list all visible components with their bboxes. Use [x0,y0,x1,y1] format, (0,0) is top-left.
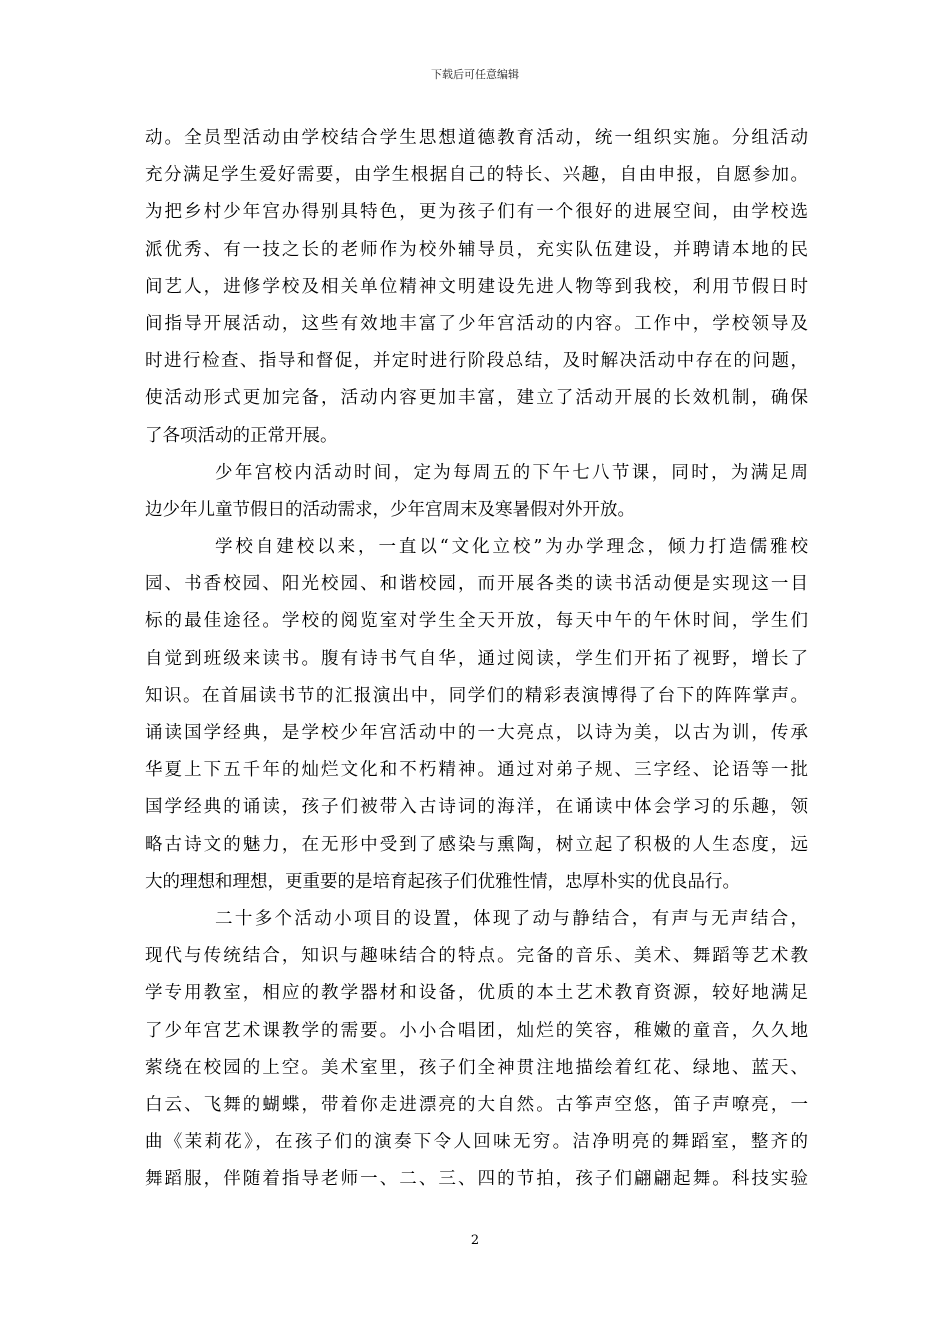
document-body [145,120,808,1198]
text-line: 充分满足学生爱好需要，由学生根据自己的特长、兴趣，自由申报，自愿参加。 [145,165,808,186]
text-line: 标的最佳途径。学校的阅览室对学生全天开放，每天中午的午休时间，学生们 [145,611,808,632]
text-line: 知识。在首届读书节的汇报演出中，同学们的精彩表演博得了台下的阵阵掌声。 [145,685,808,706]
page-number: 2 [470,1233,480,1248]
text-line: 为把乡村少年宫办得别具特色，更为孩子们有一个很好的进展空间，由学校选 [145,202,808,223]
text-line: 了少年宫艺术课教学的需要。小小合唱团，灿烂的笑容，稚嫩的童音，久久地 [145,1020,808,1041]
text-line: 间艺人，进修学校及相关单位精神文明建设先进人物等到我校，利用节假日时 [145,276,808,297]
page-header-note: 下载后可任意编辑 [431,68,519,81]
text-line: 时进行检查、指导和督促，并定时进行阶段总结，及时解决活动中存在的问题， [145,351,808,372]
text-line: 华夏上下五千年的灿烂文化和不朽精神。通过对弟子规、三字经、论语等一批 [145,760,808,781]
text-line: 略古诗文的魅力，在无形中受到了感染与熏陶，树立起了积极的人生态度，远 [145,834,808,855]
paragraph-first-line: 二十多个活动小项目的设置，体现了动与静结合，有声与无声结合， [215,908,808,929]
paragraph-first-line: 少年宫校内活动时间，定为每周五的下午七八节课，同时，为满足周 [215,462,808,483]
text-line: 学专用教室，相应的教学器材和设备，优质的本土艺术教育资源，较好地满足 [145,983,808,1004]
paragraph-first-line: 学校自建校以来，一直以“文化立校”为办学理念，倾力打造儒雅校 [215,537,808,558]
text-line: 诵读国学经典，是学校少年宫活动中的一大亮点，以诗为美，以古为训，传承 [145,723,808,743]
text-line: 动。全员型活动由学校结合学生思想道德教育活动，统一组织实施。分组活动 [145,128,808,148]
text-line: 舞蹈服，伴随着指导老师一、二、三、四的节拍，孩子们翩翩起舞。科技实验 [145,1169,808,1190]
text-line: 了各项活动的正常开展。 [145,425,338,446]
text-line: 国学经典的诵读，孩子们被带入古诗词的海洋，在诵读中体会学习的乐趣，领 [145,797,808,818]
text-line: 大的理想和理想，更重要的是培育起孩子们优雅性情，忠厚朴实的优良品行。 [145,871,740,892]
text-line: 曲《茉莉花》，在孩子们的演奏下令人回味无穷。洁净明亮的舞蹈室，整齐的 [145,1132,808,1153]
text-line: 使活动形式更加完备，活动内容更加丰富，建立了活动开展的长效机制，确保 [145,388,808,409]
text-line: 现代与传统结合，知识与趣味结合的特点。完备的音乐、美术、舞蹈等艺术教 [145,946,808,967]
text-line: 自觉到班级来读书。腹有诗书气自华，通过阅读，学生们开拓了视野，增长了 [145,648,808,669]
text-line: 派优秀、有一技之长的老师作为校外辅导员，充实队伍建设，并聘请本地的民 [145,239,808,260]
text-line: 白云、飞舞的蝴蝶，带着你走进漂亮的大自然。古筝声空悠，笛子声嘹亮，一 [145,1094,808,1115]
text-line: 边少年儿童节假日的活动需求，少年宫周末及寒暑假对外开放。 [145,499,635,520]
text-line: 萦绕在校园的上空。美术室里，孩子们全神贯注地描绘着红花、绿地、蓝天、 [145,1057,808,1078]
text-line: 园、书香校园、阳光校园、和谐校园，而开展各类的读书活动便是实现这一目 [145,574,808,595]
text-line: 间指导开展活动，这些有效地丰富了少年宫活动的内容。工作中，学校领导及 [145,313,808,334]
